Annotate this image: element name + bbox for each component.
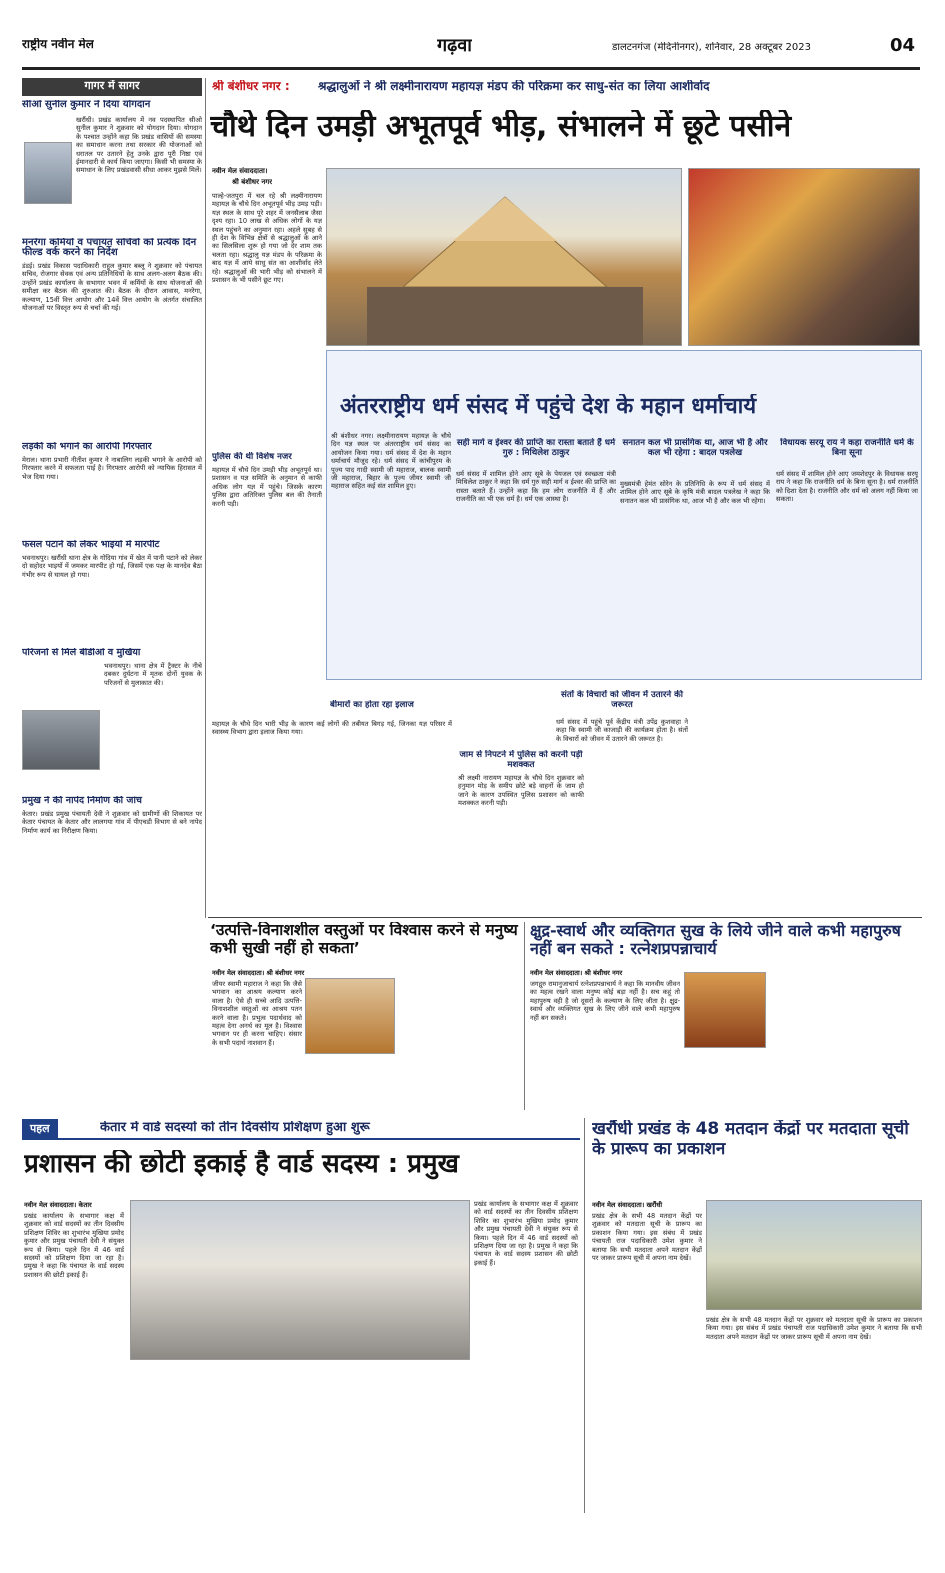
paper-name: राष्ट्रीय नवीन मेल <box>22 38 94 51</box>
pyramid-graphic <box>327 169 682 346</box>
story-body: केतार। प्रखंड प्रमुख पंचायती देवी ने शुक्रवार को ग्रामीणों की शिकायत पर केतार पंचायत के केतार और लालगया गांव में पीएचडी विभाग से बने नापेद निर्माण कार्य का निरीक्षण किया। <box>22 810 202 835</box>
saints-photo <box>688 168 920 346</box>
story-headline: परिजनों से मिले बीडीओ व मुखिया <box>22 648 141 658</box>
dharma-sansad-headline: अंतरराष्ट्रीय धर्म संसद में पहुंचे देश के महान धर्माचार्य <box>340 394 757 419</box>
col-d-body: धर्म संसद में पहुंचे पूर्व केंद्रीय मंत्री उपेंद्र कुशवाहा ने कहा कि स्वामी जी काजाड़ी की कार्यक्रम होता है। संतों के विचारों को जीवन में उतारने की जरूरत है। <box>556 718 688 743</box>
treatment-subhead: बीमारों का होता रहा इलाज <box>330 700 414 710</box>
sukh-headline: क्षुद्र-स्वार्थ और व्यक्तिगत सुख के लिये जीने वाले कभी महापुरुष नहीं बन सकते : रत्नेशप्रपन्नाचार्य <box>530 922 901 959</box>
section-rule <box>208 917 922 918</box>
col-c-headline: विधायक सरयू राय ने कहा राजनीति धर्म के बिना सूना <box>780 438 914 458</box>
story-headline: प्रमुख ने की नापेद निर्माण की जांच <box>22 796 142 806</box>
story-body: खरौंधी। प्रखंड कार्यालय में नव पदस्थापित सीओ सुनील कुमार ने शुक्रवार को योगदान दिया। योगदान के पश्चात उन्होंने कहा कि प्रखंड वासियों की समस्या का समाधान करना तथा सरकार की योजनाओं को धरातल पर उतारने हेतु उनके द्वारा पूरी निष्ठा एवं ईमानदारी से कार्य किया जाएगा। किसी भी समस्या के समाधान के लिए प्रखंडवासी सीधा आकर मुझसे मिलें। <box>76 116 202 175</box>
col-b-body: मुख्यमंत्री हेमंत सोरेन के प्रतिनिधि के रूप में धर्म संसद में शामिल होने आए सूबे के कृषि मंत्री बादल पत्रलेख ने कहा कि सनातन कल भी प्रासंगिक था, आज भी है और कल भी रहेगा। <box>620 480 770 505</box>
left-column <box>22 78 202 1238</box>
col-d-headline: संतों के विचारों को जीवन में उतारने की जरूरत <box>561 690 683 710</box>
masthead-rule <box>22 67 920 70</box>
main-headline: चौथे दिन उमड़ी अभूतपूर्व भीड़, संभालने में छूटे पसीने <box>210 110 792 144</box>
training-photo <box>130 1200 470 1360</box>
dateline: डालटनगंज (मेदिनीनगर), शनिवार, 28 अक्टूबर 2023 <box>612 42 811 53</box>
training-deck: केतार में वार्ड सदस्यों को तीन दिवसीय प्रशिक्षण हुआ शुरू <box>100 1121 370 1135</box>
main-place: श्री बंशीधर नगर <box>232 178 273 186</box>
masthead <box>22 30 922 70</box>
sukh-body: जगद्गुरु रामानुजाचार्य रत्नेशप्रपन्नाचार्य ने कहा कि मानवीय जीवन का महत्व रखने वाला मनुष्य कोई बड़ा नहीं है। सच कहूं तो महापुरुष वही है जो दूसरों के कल्याण के लिए जीता है। क्षुद्र-स्वार्थ और व्यक्तिगत सुख के लिए जीने वाले कभी महापुरुष नहीं बन सकते। <box>530 980 680 1022</box>
sukh-byline: नवीन मेल संवाददाता। श्री बंशीधर नगर <box>530 969 623 977</box>
voter-list-photo <box>706 1200 922 1310</box>
dharma-sansad-intro: श्री बंशीधर नगर। लक्ष्मीनारायण महायज्ञ के चौथे दिन यज्ञ स्थल पर अंतरराष्ट्रीय धर्म संसद का आयोजन किया गया। धर्म संसद में देश के महान धर्माचार्य मौजूद रहे। धर्म संसद में कांचीपुरम के पूज्य पाद गादी स्वामी जी महाराज, बालक स्वामी जी महाराज, बिहार के पूज्य जीयर स्वामी जी महाराज सहित कई संत शामिल हुए। <box>331 432 451 491</box>
main-deck: श्रद्धालुओं ने श्री लक्ष्मीनारायण महायज्ञ मंडप की परिक्रमा कर साधु-संत का लिया आशीर्वाद <box>318 80 710 93</box>
training-body-cont: प्रखंड कार्यालय के सभागार कक्ष में शुक्रवार को वार्ड सदस्यों का तीन दिवसीय प्रशिक्षण शिविर का शुभारंभ मुखिया प्रमोद कुमार और प्रमुख पंचायती देवी ने संयुक्त रूप से किया। पहले दिन में 46 वार्ड सदस्यों को प्रशिक्षण दिया जा रहा है। प्रमुख ने कहा कि पंचायत के वार्ड सदस्य प्रशासन की छोटी इकाई हैं। <box>474 1200 578 1267</box>
story-headline: फसल पटाने को लेकर भाइयों में मारपीट <box>22 540 160 550</box>
news-photo <box>22 710 100 770</box>
voter-list-body-cont: प्रखंड क्षेत्र के सभी 48 मतदान केंद्रों पर शुक्रवार को मतदाता सूची के प्रारूप का प्रकाशन किया गया। इस संबंध में प्रखंड पंचायती राज पदाधिकारी उमेश कुमार ने बताया कि सभी मतदाता अपने मतदान केंद्रों पर जाकर प्रारूप सूची में अपना नाम देखें। <box>706 1316 922 1341</box>
main-body: पाल्हे-जतपुरा में चल रहे श्री लक्ष्मीनारायण महायज्ञ के चौथे दिन अभूतपूर्व भीड़ उमड़ पड़ी। यज्ञ स्थल के साथ पूरे शहर में जनसैलाब जैसा दृश्य रहा। 10 लाख से अधिक लोगों के यज्ञ स्थल पहुंचने का अनुमान रहा। अहले सुबह से ही देश के विभिन्न क्षेत्रों से श्रद्धालुओं के आने का सिलसिला शुरू हो गया जो देर शाम तक चलता रहा। श्रद्धालु यज्ञ मंडप के परिक्रमा के बाद यज्ञ में आये साधु संत का आशीर्वाद लेते रहे। श्रद्धालुओं की भारी भीड़ को संभालने में प्रशासन के भी पसीने छूट गए। <box>212 192 322 285</box>
training-byline: नवीन मेल संवाददाता। केतार <box>24 1201 92 1209</box>
column-divider <box>524 922 525 1110</box>
story-body: मेराल। थाना प्रभारी नीतीश कुमार ने नाबालिग लड़की भगाने के आरोपी को गिरफ्तार करने में सफलता पाई है। गिरफ्तार आरोपी को न्यायिक हिरासत में भेज दिया गया। <box>22 456 202 481</box>
training-body: प्रखंड कार्यालय के सभागार कक्ष में शुक्रवार को वार्ड सदस्यों का तीन दिवसीय प्रशिक्षण शिविर का शुभारंभ मुखिया प्रमोद कुमार और प्रमुख पंचायती देवी ने संयुक्त रूप से किया। पहले दिन में 46 वार्ड सदस्यों को प्रशिक्षण दिया जा रहा है। प्रमुख ने कहा कि पंचायत के वार्ड सदस्य प्रशासन की छोटी इकाई हैं। <box>24 1212 124 1279</box>
col-e-headline: जाम से निपटने में पुलिस को करनी पड़ी मशक्कत <box>459 750 583 770</box>
col-b-headline: सनातन कल भी प्रासंगिक था, आज भी है और कल भी रहेगा : बादल पत्रलेख <box>622 438 768 458</box>
faith-body: जीयर स्वामी महाराज ने कहा कि जैसे भगवान का आश्रय कल्याण करने वाला है। ऐसे ही सच्चे आदि उत्पत्ति-विनाशशील वस्तुओं का आश्रय पतन करने वाला है। प्रभुत्व पदार्थवाद को महत्व देना अनर्थ का मूल है। विश्वास भगवान पर ही करना चाहिए। संसार के सभी पदार्थ नाशवान हैं। <box>212 980 302 1047</box>
police-subhead: पुलिस की थी विशेष नजर <box>212 452 292 462</box>
main-kicker: श्री बंशीधर नगर : <box>212 80 290 93</box>
col-c-body: धर्म संसद में शामिल होने आए जमशेदपुर के विधायक सरयू राय ने कहा कि राजनीति धर्म के बिना सूना है। धर्म राजनीति को दिशा देता है। राजनीति और धर्म को अलग नहीं किया जा सकता। <box>776 470 918 504</box>
voter-list-headline: खरौंधी प्रखंड के 48 मतदान केंद्रों पर मतदाता सूची के प्रारूप का प्रकाशन <box>592 1120 909 1159</box>
section-name: गढ़वा <box>437 36 472 56</box>
story-body: डंडई। प्रखंड विकास पदाधिकारी राहुल कुमार बब्लू ने शुक्रवार को पंचायत सचिव, रोजगार सेवक एवं अन्य प्रतिनिधियों के साथ अलग-अलग बैठक की। उन्होंने प्रखंड कार्यालय के सभागार भवन में कर्मियों के साथ योजनाओं की समीक्षा कर बैठक की शुरुआत की। बैठक के दौरान आवास, मनरेगा, कल्याण, 15वीं वित्त आयोग और 14वें वित्त आयोग के अंतर्गत संचालित योजनाओं पर विस्तृत रूप से चर्चा की गई। <box>22 262 202 313</box>
page-number: 04 <box>890 36 916 56</box>
police-body: महायज्ञ में चौथे दिन उमड़ी भीड़ अभूतपूर्व था। प्रशासन व यज्ञ समिति के अनुमान से काफी अधिक लोग यज्ञ में पहुंचे। जिसके कारण पुलिस द्वारा अतिरिक्त पुलिस बल की तैनाती करनी पड़ी। <box>212 466 322 508</box>
acharya-photo <box>684 972 766 1048</box>
story-body: भवनाथपुर। थाना क्षेत्र में ट्रैक्टर के नीचे दबकर दुर्घटना में मृतक दोनों युवक के परिजनों से मुलाकात की। <box>104 662 202 687</box>
yagya-mandap-photo <box>326 168 682 346</box>
voter-list-body: प्रखंड क्षेत्र के सभी 48 मतदान केंद्रों पर शुक्रवार को मतदाता सूची के प्रारूप का प्रकाशन किया गया। इस संबंध में प्रखंड पंचायती राज पदाधिकारी उमेश कुमार ने बताया कि सभी मतदाता अपने मतदान केंद्रों पर जाकर प्रारूप सूची में अपना नाम देखें। <box>592 1212 702 1263</box>
col-a-body: धर्म संसद में शामिल होने आए सूबे के पेयजल एवं स्वच्छता मंत्री मिथिलेश ठाकुर ने कहा कि धर्म गुरु सही मार्ग व ईश्वर की प्राप्ति का रास्ता बताते हैं। उन्होंने कहा कि हम लोग राजनीति में हैं और राजनीति का भी एक धर्म है। धर्म एक आस्था है। <box>456 470 616 504</box>
swami-photo <box>305 978 395 1054</box>
voter-list-byline: नवीन मेल संवाददाता। खरौंधी <box>592 1201 663 1209</box>
print-color-bar <box>850 1545 930 1553</box>
left-column-title: गागर में सागर <box>84 80 140 92</box>
training-tag: पहल <box>22 1119 58 1139</box>
main-byline: नवीन मेल संवाददाता। <box>212 167 268 175</box>
col-a-headline: सही मार्ग व ईश्वर की प्राप्ति का रास्ता बताते हैं धर्म गुरु : मिथिलेश ठाकुर <box>456 438 616 458</box>
portrait-photo <box>24 142 72 204</box>
story-body: भवनाथपुर। खरौंधी थाना क्षेत्र के गोदिया गांव में खेत में पानी पटाने को लेकर दो सहोदर भाइयों में जमकर मारपीट हो गई, जिसमें एक पक्ष के मानदेव बैठा गंभीर रूप से घायल हो गया। <box>22 554 202 579</box>
column-divider <box>205 78 206 918</box>
column-divider <box>584 1118 585 1513</box>
faith-byline: नवीन मेल संवाददाता। श्री बंशीधर नगर <box>212 969 305 977</box>
treatment-body: महायज्ञ के चौथे दिन भारी भीड़ के कारण कई लोगों की तबीयत बिगड़ गई, जिनका यज्ञ परिसर में स्वास्थ्य विभाग द्वारा इलाज किया गया। <box>212 720 452 737</box>
col-e-body: श्री लक्ष्मी नारायण महायज्ञ के चौथे दिन शुक्रवार को हनुमान मोड़ के समीप छोटे बड़े वाहनों के जाम हो जाने के कारण उपस्थित पुलिस प्रशासन को काफी मशक्कत करनी पड़ी। <box>458 774 584 808</box>
training-headline: प्रशासन की छोटी इकाई है वार्ड सदस्य : प्रमुख <box>24 1150 459 1179</box>
story-headline: सीओ सुनील कुमार ने दिया योगदान <box>22 100 151 110</box>
story-headline: मनरेगा कर्मियों व पंचायत सचिवों को प्रत्येक दिन फील्ड वर्क करने का निर्देश <box>22 238 197 258</box>
story-headline: लड़की को भगाने का आरोपी गिरफ्तार <box>22 442 152 452</box>
faith-headline: ‘उत्पत्ति-विनाशशील वस्तुओं पर विश्वास करने से मनुष्य कभी सुखी नहीं हो सकता’ <box>210 922 518 957</box>
print-color-bar <box>440 1545 520 1553</box>
